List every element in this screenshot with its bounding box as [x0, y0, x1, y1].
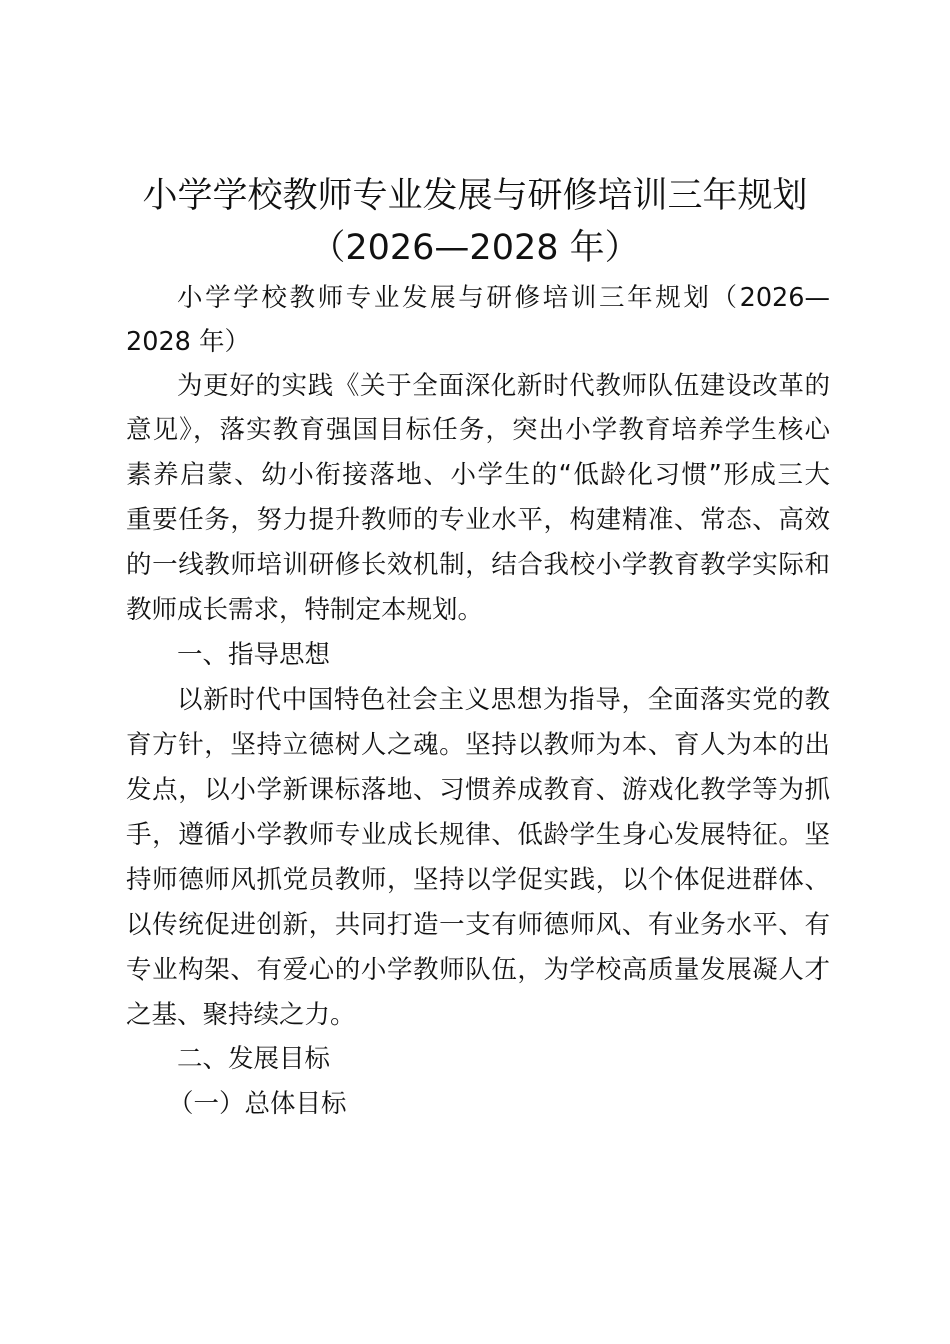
section-1-line-6: 以传统促进创新，共同打造一支有师德师风、有业务水平、有 — [126, 910, 830, 940]
document-title-line-2: （2026—2028 年） — [310, 228, 640, 268]
section-1-line-2: 育方针，坚持立德树人之魂。坚持以教师为本、育人为本的出 — [126, 730, 830, 760]
section-1-line-7: 专业构架、有爱心的小学教师队伍，为学校高质量发展凝人才 — [126, 955, 830, 985]
subtitle-line-1: 小学学校教师专业发展与研修培训三年规划（2026— — [177, 283, 830, 313]
section-1-line-8: 之基、聚持续之力。 — [126, 1000, 356, 1030]
section-1-line-3: 发点，以小学新课标落地、习惯养成教育、游戏化教学等为抓 — [126, 775, 830, 805]
section-2-heading: 二、发展目标 — [177, 1044, 331, 1074]
section-1-line-1: 以新时代中国特色社会主义思想为指导，全面落实党的教 — [177, 685, 830, 715]
section-1-line-5: 持师德师风抓党员教师，坚持以学促实践，以个体促进群体、 — [126, 865, 830, 895]
intro-line-5: 的一线教师培训研修长效机制，结合我校小学教育教学实际和 — [126, 550, 830, 580]
intro-line-4: 重要任务，努力提升教师的专业水平，构建精准、常态、高效 — [126, 505, 830, 535]
subtitle-line-2: 2028 年） — [126, 327, 251, 357]
section-1-line-4: 手，遵循小学教师专业成长规律、低龄学生身心发展特征。坚 — [126, 820, 830, 850]
intro-line-2: 意见》，落实教育强国目标任务，突出小学教育培养学生核心 — [126, 415, 830, 445]
intro-line-6: 教师成长需求，特制定本规划。 — [126, 595, 484, 625]
document-title-line-1: 小学学校教师专业发展与研修培训三年规划 — [142, 176, 808, 216]
section-2-subheading-1: （一）总体目标 — [168, 1089, 347, 1119]
intro-line-3: 素养启蒙、幼小衔接落地、小学生的“低龄化习惯”形成三大 — [126, 460, 830, 490]
intro-line-1: 为更好的实践《关于全面深化新时代教师队伍建设改革的 — [177, 371, 830, 401]
section-1-heading: 一、指导思想 — [177, 640, 331, 670]
